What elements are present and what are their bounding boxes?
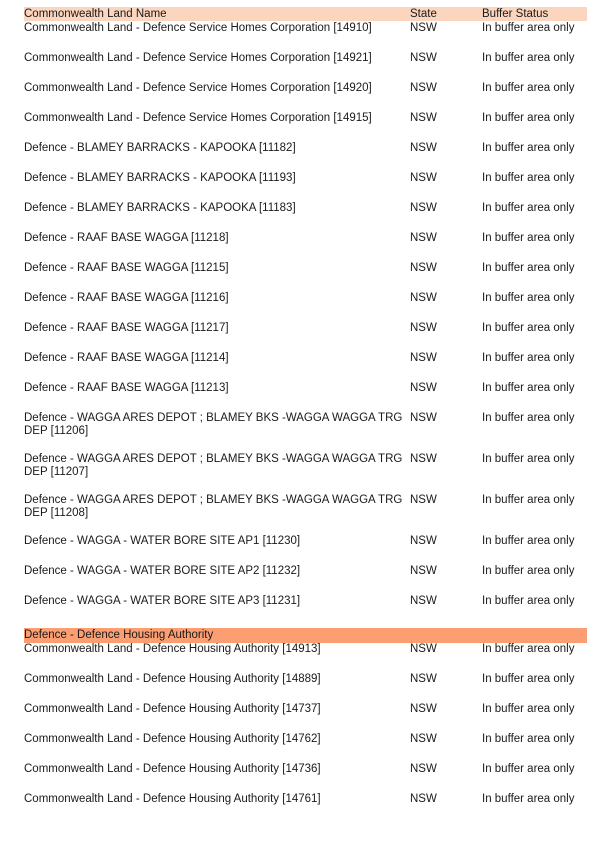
buffer-status-cell: In buffer area only	[482, 453, 575, 465]
land-name-cell: Defence - WAGGA - WATER BORE SITE AP1 [11230]	[24, 535, 301, 547]
group-title: Defence - Defence Housing Authority	[24, 629, 214, 641]
header-buffer-status: Buffer Status	[482, 8, 549, 20]
buffer-status-cell: In buffer area only	[482, 142, 575, 154]
land-name-cell: Commonwealth Land - Defence Service Homes Corporation [14915]	[24, 112, 372, 124]
land-name-cell: Defence - BLAMEY BARRACKS - KAPOOKA [11183]	[24, 202, 296, 214]
buffer-status-cell: In buffer area only	[482, 352, 575, 364]
land-name-cell: Defence - RAAF BASE WAGGA [11216]	[24, 292, 229, 304]
buffer-status-cell: In buffer area only	[482, 703, 575, 715]
state-cell: NSW	[410, 352, 437, 364]
land-name-cell: Commonwealth Land - Defence Service Homes Corporation [14921]	[24, 52, 372, 64]
land-name-cell: Defence - RAAF BASE WAGGA [11218]	[24, 232, 229, 244]
state-cell: NSW	[410, 52, 437, 64]
state-cell: NSW	[410, 535, 437, 547]
state-cell: NSW	[410, 643, 437, 655]
buffer-status-cell: In buffer area only	[482, 382, 575, 394]
state-cell: NSW	[410, 142, 437, 154]
buffer-status-cell: In buffer area only	[482, 733, 575, 745]
buffer-status-cell: In buffer area only	[482, 232, 575, 244]
header-land-name: Commonwealth Land Name	[24, 8, 167, 20]
land-name-cell: Defence - WAGGA ARES DEPOT ; BLAMEY BKS -WAGGA WAGGA TRG DEP [11206]	[24, 412, 403, 437]
land-name-cell: Commonwealth Land - Defence Housing Authority [14761]	[24, 793, 321, 805]
buffer-status-cell: In buffer area only	[482, 322, 575, 334]
buffer-status-cell: In buffer area only	[482, 494, 575, 506]
buffer-status-cell: In buffer area only	[482, 535, 575, 547]
land-name-cell: Defence - WAGGA ARES DEPOT ; BLAMEY BKS -WAGGA WAGGA TRG DEP [11207]	[24, 453, 403, 478]
state-cell: NSW	[410, 232, 437, 244]
group-header	[24, 628, 587, 643]
buffer-status-cell: In buffer area only	[482, 112, 575, 124]
state-cell: NSW	[410, 793, 437, 805]
land-name-cell: Defence - RAAF BASE WAGGA [11217]	[24, 322, 229, 334]
land-name-cell: Defence - RAAF BASE WAGGA [11214]	[24, 352, 229, 364]
buffer-status-cell: In buffer area only	[482, 172, 575, 184]
state-cell: NSW	[410, 703, 437, 715]
land-name-cell: Commonwealth Land - Defence Housing Authority [14736]	[24, 763, 321, 775]
land-name-cell: Defence - BLAMEY BARRACKS - KAPOOKA [11193]	[24, 172, 296, 184]
land-name-cell: Commonwealth Land - Defence Housing Authority [14889]	[24, 673, 321, 685]
state-cell: NSW	[410, 82, 437, 94]
land-name-cell: Defence - WAGGA ARES DEPOT ; BLAMEY BKS -WAGGA WAGGA TRG DEP [11208]	[24, 494, 403, 519]
state-cell: NSW	[410, 382, 437, 394]
state-cell: NSW	[410, 733, 437, 745]
state-cell: NSW	[410, 412, 437, 424]
state-cell: NSW	[410, 673, 437, 685]
state-cell: NSW	[410, 172, 437, 184]
land-name-cell: Defence - BLAMEY BARRACKS - KAPOOKA [11182]	[24, 142, 296, 154]
buffer-status-cell: In buffer area only	[482, 82, 575, 94]
state-cell: NSW	[410, 202, 437, 214]
land-name-cell: Commonwealth Land - Defence Housing Authority [14762]	[24, 733, 321, 745]
state-cell: NSW	[410, 763, 437, 775]
land-name-cell: Defence - WAGGA - WATER BORE SITE AP2 [11232]	[24, 565, 301, 577]
buffer-status-cell: In buffer area only	[482, 673, 575, 685]
state-cell: NSW	[410, 112, 437, 124]
land-name-cell: Commonwealth Land - Defence Service Homes Corporation [14920]	[24, 82, 372, 94]
state-cell: NSW	[410, 262, 437, 274]
state-cell: NSW	[410, 453, 437, 465]
buffer-status-cell: In buffer area only	[482, 793, 575, 805]
header-state: State	[410, 8, 437, 20]
buffer-status-cell: In buffer area only	[482, 202, 575, 214]
buffer-status-cell: In buffer area only	[482, 262, 575, 274]
land-name-cell: Commonwealth Land - Defence Housing Authority [14737]	[24, 703, 321, 715]
buffer-status-cell: In buffer area only	[482, 292, 575, 304]
state-cell: NSW	[410, 595, 437, 607]
state-cell: NSW	[410, 565, 437, 577]
table-header	[24, 7, 587, 21]
land-name-cell: Defence - RAAF BASE WAGGA [11215]	[24, 262, 229, 274]
buffer-status-cell: In buffer area only	[482, 595, 575, 607]
land-name-cell: Commonwealth Land - Defence Housing Authority [14913]	[24, 643, 321, 655]
buffer-status-cell: In buffer area only	[482, 763, 575, 775]
buffer-status-cell: In buffer area only	[482, 412, 575, 424]
state-cell: NSW	[410, 292, 437, 304]
land-name-cell: Defence - RAAF BASE WAGGA [11213]	[24, 382, 229, 394]
state-cell: NSW	[410, 494, 437, 506]
buffer-status-cell: In buffer area only	[482, 643, 575, 655]
state-cell: NSW	[410, 22, 437, 34]
buffer-status-cell: In buffer area only	[482, 52, 575, 64]
land-name-cell: Defence - WAGGA - WATER BORE SITE AP3 [11231]	[24, 595, 301, 607]
state-cell: NSW	[410, 322, 437, 334]
buffer-status-cell: In buffer area only	[482, 22, 575, 34]
buffer-status-cell: In buffer area only	[482, 565, 575, 577]
land-name-cell: Commonwealth Land - Defence Service Homes Corporation [14910]	[24, 22, 372, 34]
